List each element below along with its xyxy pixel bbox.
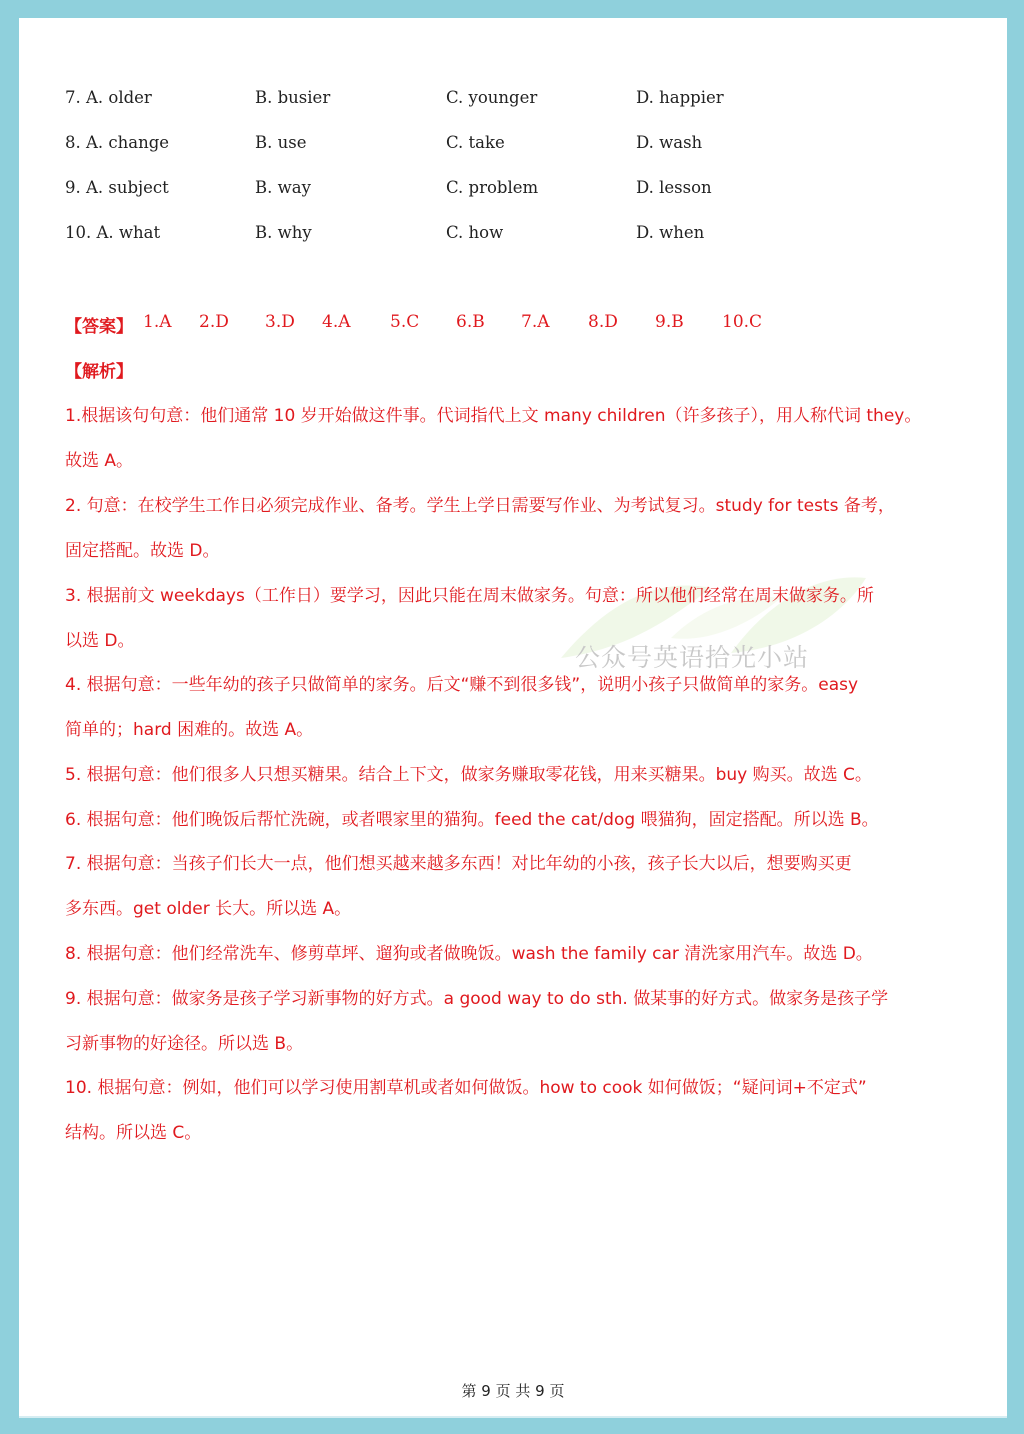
- analysis-line: 2. 句意：在校学生工作日必须完成作业、备考。学生上学日需要写作业、为考试复习。study for tests 备考，: [65, 496, 895, 516]
- analysis-line: 7. 根据句意：当孩子们长大一点，他们想买越来越多东西！对比年幼的小孩，孩子长大以后，想要购买更: [65, 854, 852, 874]
- analysis-line: 故选 A。: [65, 451, 134, 471]
- analysis-line: 以选 D。: [65, 631, 135, 651]
- page-footer: 第 9 页 共 9 页: [461, 1382, 565, 1400]
- option-c: C. problem: [446, 178, 539, 197]
- option-c: C. how: [446, 223, 504, 242]
- watermark-text: 公众号英语拾光小站: [575, 643, 810, 672]
- analysis-line: 8. 根据句意：他们经常洗车、修剪草坪、遛狗或者做晚饭。wash the family car 清洗家用汽车。故选 D。: [65, 944, 873, 964]
- option-a: 7. A. older: [65, 88, 152, 107]
- analysis-line: 9. 根据句意：做家务是孩子学习新事物的好方式。a good way to do sth. 做某事的好方式。做家务是孩子学: [65, 989, 889, 1009]
- analysis-line: 多东西。get older 长大。所以选 A。: [65, 899, 352, 919]
- analysis-line: 5. 根据句意：他们很多人只想买糖果。结合上下文，做家务赚取零花钱，用来买糖果。buy 购买。故选 C。: [65, 765, 872, 785]
- answer-item: 6.B: [456, 312, 485, 332]
- analysis-line: 10. 根据句意：例如，他们可以学习使用割草机或者如何做饭。how to cook 如何做饭；“疑问词+不定式”: [65, 1078, 867, 1098]
- option-c: C. younger: [446, 88, 538, 107]
- option-d: D. lesson: [636, 178, 712, 197]
- answer-item: 1.A: [143, 312, 172, 332]
- answer-label: 【答案】: [65, 317, 133, 337]
- analysis-line: 1.根据该句句意：他们通常 10 岁开始做这件事。代词指代上文 many children（许多孩子），用人称代词 they。: [65, 406, 922, 426]
- analysis-line: 简单的；hard 困难的。故选 A。: [65, 720, 314, 740]
- analysis-line: 3. 根据前文 weekdays（工作日）要学习，因此只能在周末做家务。句意：所以他们经常在周末做家务。所: [65, 586, 874, 606]
- answer-item: 9.B: [655, 312, 684, 332]
- option-d: D. wash: [636, 133, 703, 152]
- option-c: C. take: [446, 133, 505, 152]
- analysis-label: 【解析】: [65, 362, 133, 382]
- document-page: [19, 18, 1007, 1418]
- analysis-line: 固定搭配。故选 D。: [65, 541, 220, 561]
- option-b: B. why: [255, 223, 312, 242]
- option-d: D. when: [636, 223, 705, 242]
- analysis-line: 习新事物的好途径。所以选 B。: [65, 1034, 304, 1054]
- answer-item: 4.A: [322, 312, 351, 332]
- option-a: 10. A. what: [65, 223, 161, 242]
- option-d: D. happier: [636, 88, 724, 107]
- answer-item: 10.C: [722, 312, 763, 332]
- answer-item: 3.D: [265, 312, 295, 332]
- answer-item: 5.C: [390, 312, 420, 332]
- analysis-line: 4. 根据句意：一些年幼的孩子只做简单的家务。后文“赚不到很多钱”，说明小孩子只做简单的家务。easy: [65, 675, 859, 695]
- option-b: B. way: [255, 178, 311, 197]
- answer-item: 8.D: [588, 312, 618, 332]
- option-a: 8. A. change: [65, 133, 170, 152]
- option-a: 9. A. subject: [65, 178, 169, 197]
- page-bottom-rule: [19, 1416, 1007, 1418]
- option-b: B. busier: [255, 88, 331, 107]
- answer-item: 7.A: [521, 312, 550, 332]
- option-b: B. use: [255, 133, 307, 152]
- analysis-line: 6. 根据句意：他们晚饭后帮忙洗碗，或者喂家里的猫狗。feed the cat/dog 喂猫狗，固定搭配。所以选 B。: [65, 810, 879, 830]
- answer-item: 2.D: [199, 312, 229, 332]
- analysis-line: 结构。所以选 C。: [65, 1123, 202, 1143]
